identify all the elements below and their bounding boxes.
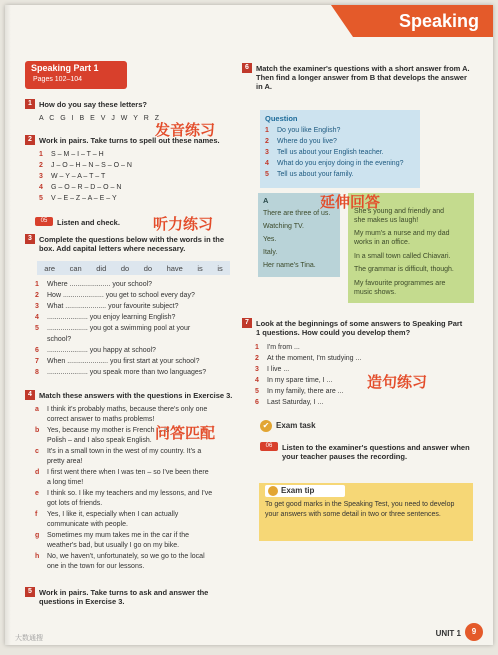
textbook-page [5,5,493,645]
part-title: Speaking Part 1 [31,63,99,73]
list-item: 4 In my spare time, I ... [255,377,333,384]
long-answer: she makes us laugh! [354,217,419,224]
page-spine-shadow [5,5,11,645]
lightbulb-icon [268,486,278,496]
list-item: 2 Where do you live? [265,138,337,145]
short-answer: Italy. [263,249,278,256]
word: do [143,263,153,273]
exam-tip-heading [265,485,345,497]
list-item: e I think so. I like my teachers and my lessons, and I've [35,490,213,497]
exercise-number: 7 [242,318,252,328]
list-item: 2 How ..................... you get to school every day? [35,292,195,299]
list-item: a long time! [47,479,84,486]
list-item: 2 At the moment, I'm studying ... [255,355,362,362]
word: do [120,263,130,273]
list-item: 3 Tell us about your English teacher. [265,149,384,156]
word-box [37,261,230,275]
part-badge [25,61,127,89]
annotation: 听力练习 [153,215,214,233]
list-item: 2 J – O – H – N – S – O – N [39,162,132,169]
check-icon: ✔ [260,420,272,432]
list-item: 3 What ..................... your favourite subject? [35,303,179,310]
list-item: d I first went there when I was ten – so I've been there [35,469,209,476]
list-item: g Sometimes my mum takes me in the car if the [35,532,189,539]
long-answer: works in an office. [354,239,410,246]
unit-label: UNIT 1 [435,629,461,638]
list-item: 4 ..................... you enjoy learning English? [35,314,176,321]
letters-list: A C G I B E V J W Y R Z [39,115,161,122]
list-item: f Yes, I like it, especially when I can actually [35,511,179,518]
list-item: h No, we haven't, unfortunately, so we go to the local [35,553,205,560]
page-number: 9 [465,623,483,641]
part-pages: Pages 102–104 [33,76,83,83]
question-box-heading: Question [265,114,298,123]
long-answer: The grammar is difficult, though. [354,266,454,273]
annotation: 延伸回答 [320,193,381,211]
list-item: one in the town for our lessons. [47,563,145,570]
exercise-number: 4 [25,390,35,400]
exam-tip-box [259,483,473,541]
list-item: 5 ..................... you got a swimming pool at your [35,325,191,332]
short-answer: There are three of us. [263,210,331,217]
word: have [166,263,183,273]
list-item: b Yes, because my mother is French ... is [35,427,170,434]
list-item: weather's bad, but usually I go on my bike. [47,542,180,549]
list-item: 5 Tell us about your family. [265,171,354,178]
section-title: Speaking [398,11,479,31]
long-answer: She's young and friendly and [354,208,445,215]
list-item: 1 Where ..................... your school? [35,281,153,288]
exercise-5-question: Work in pairs. Take turns to ask and answer the questions in Exercise 3. [39,588,209,606]
listen-instruction: Listen and check. [57,218,120,227]
exam-task-label: Exam task [276,421,316,430]
list-item: 7 When ..................... you first start at your school? [35,358,200,365]
short-answer: Her name's Tina. [263,262,316,269]
exercise-7-question: Look at the beginnings of some answers to Speaking Part 1 questions. How could you develop them? [256,319,463,337]
listen-instruction: Listen to the examiner's questions and answer when your teacher pauses the recording. [282,443,470,461]
list-item: correct answer to maths problems! [47,416,155,423]
list-item: school? [47,336,72,343]
audio-track-badge: 05 [35,217,53,226]
list-item: 5 In my family, there are ... [255,388,344,395]
exercise-number: 3 [25,234,35,244]
list-item: 8 ..................... you speak more than two languages? [35,369,207,376]
list-item: 3 W – Y – A – T – T [39,173,106,180]
exam-tip-label: Exam tip [281,486,315,495]
exercise-1-question: How do you say these letters? [39,100,147,109]
exercise-2-question: Work in pairs. Take turns to spell out these names. [39,136,220,145]
question-box [260,110,420,188]
list-item: 4 What do you enjoy doing in the evening? [265,160,404,167]
list-item: 5 V – E – Z – A – E – Y [39,195,117,202]
list-item: 1 Do you like English? [265,127,341,134]
list-item: 4 G – O – R – D – O – N [39,184,122,191]
annotation: 问答匹配 [155,424,216,442]
list-item: 1 S – M – I – T – H [39,151,104,158]
exercise-number: 6 [242,63,252,73]
list-item: got lots of friends. [47,500,103,507]
word: is [217,263,223,273]
word: can [69,263,82,273]
short-answer: Watching TV. [263,223,304,230]
list-item: 1 I'm from ... [255,344,300,351]
long-answer: In a small town called Chiavari. [354,253,451,260]
word: is [197,263,203,273]
list-item: c It's in a small town in the west of my country. It's a [35,448,202,455]
exercise-number: 1 [25,99,35,109]
exercise-number: 5 [25,587,35,597]
annotation: 造句练习 [367,373,428,391]
audio-track-badge: 06 [260,442,278,451]
list-item: 6 ..................... you happy at school? [35,347,156,354]
long-answer: My mum's a nurse and my dad [354,230,450,237]
exam-tip-text: To get good marks in the Speaking Test, you need to develop your answers with some detail in two or three sentences. [265,501,455,518]
exercise-3-question: Complete the questions below with the words in the box. Add capital letters where necessary. [39,235,225,253]
exam-task-heading [260,420,410,432]
list-item: communicate with people. [47,521,128,528]
long-answer: music shows. [354,289,397,296]
exercise-number: 2 [25,135,35,145]
list-item: 3 I live ... [255,366,290,373]
word: are [44,263,56,273]
annotation: 发音练习 [155,121,216,139]
list-item: Polish – and I also speak English. [47,437,152,444]
list-item: 6 Last Saturday, I ... [255,399,324,406]
answer-box-heading: A [263,196,269,205]
list-item: a I think it's probably maths, because there's only one [35,406,208,413]
word: did [96,263,107,273]
long-answer: My favourite programmes are [354,280,446,287]
watermark: 大数通搜 [15,635,43,642]
list-item: pretty area! [47,458,83,465]
exercise-4-question: Match these answers with the questions in Exercise 3. [39,391,233,400]
short-answer: Yes. [263,236,277,243]
exercise-6-question: Match the examiner's questions with a short answer from A. Then find a longer answer from B that develops the answer in A. [256,64,470,91]
